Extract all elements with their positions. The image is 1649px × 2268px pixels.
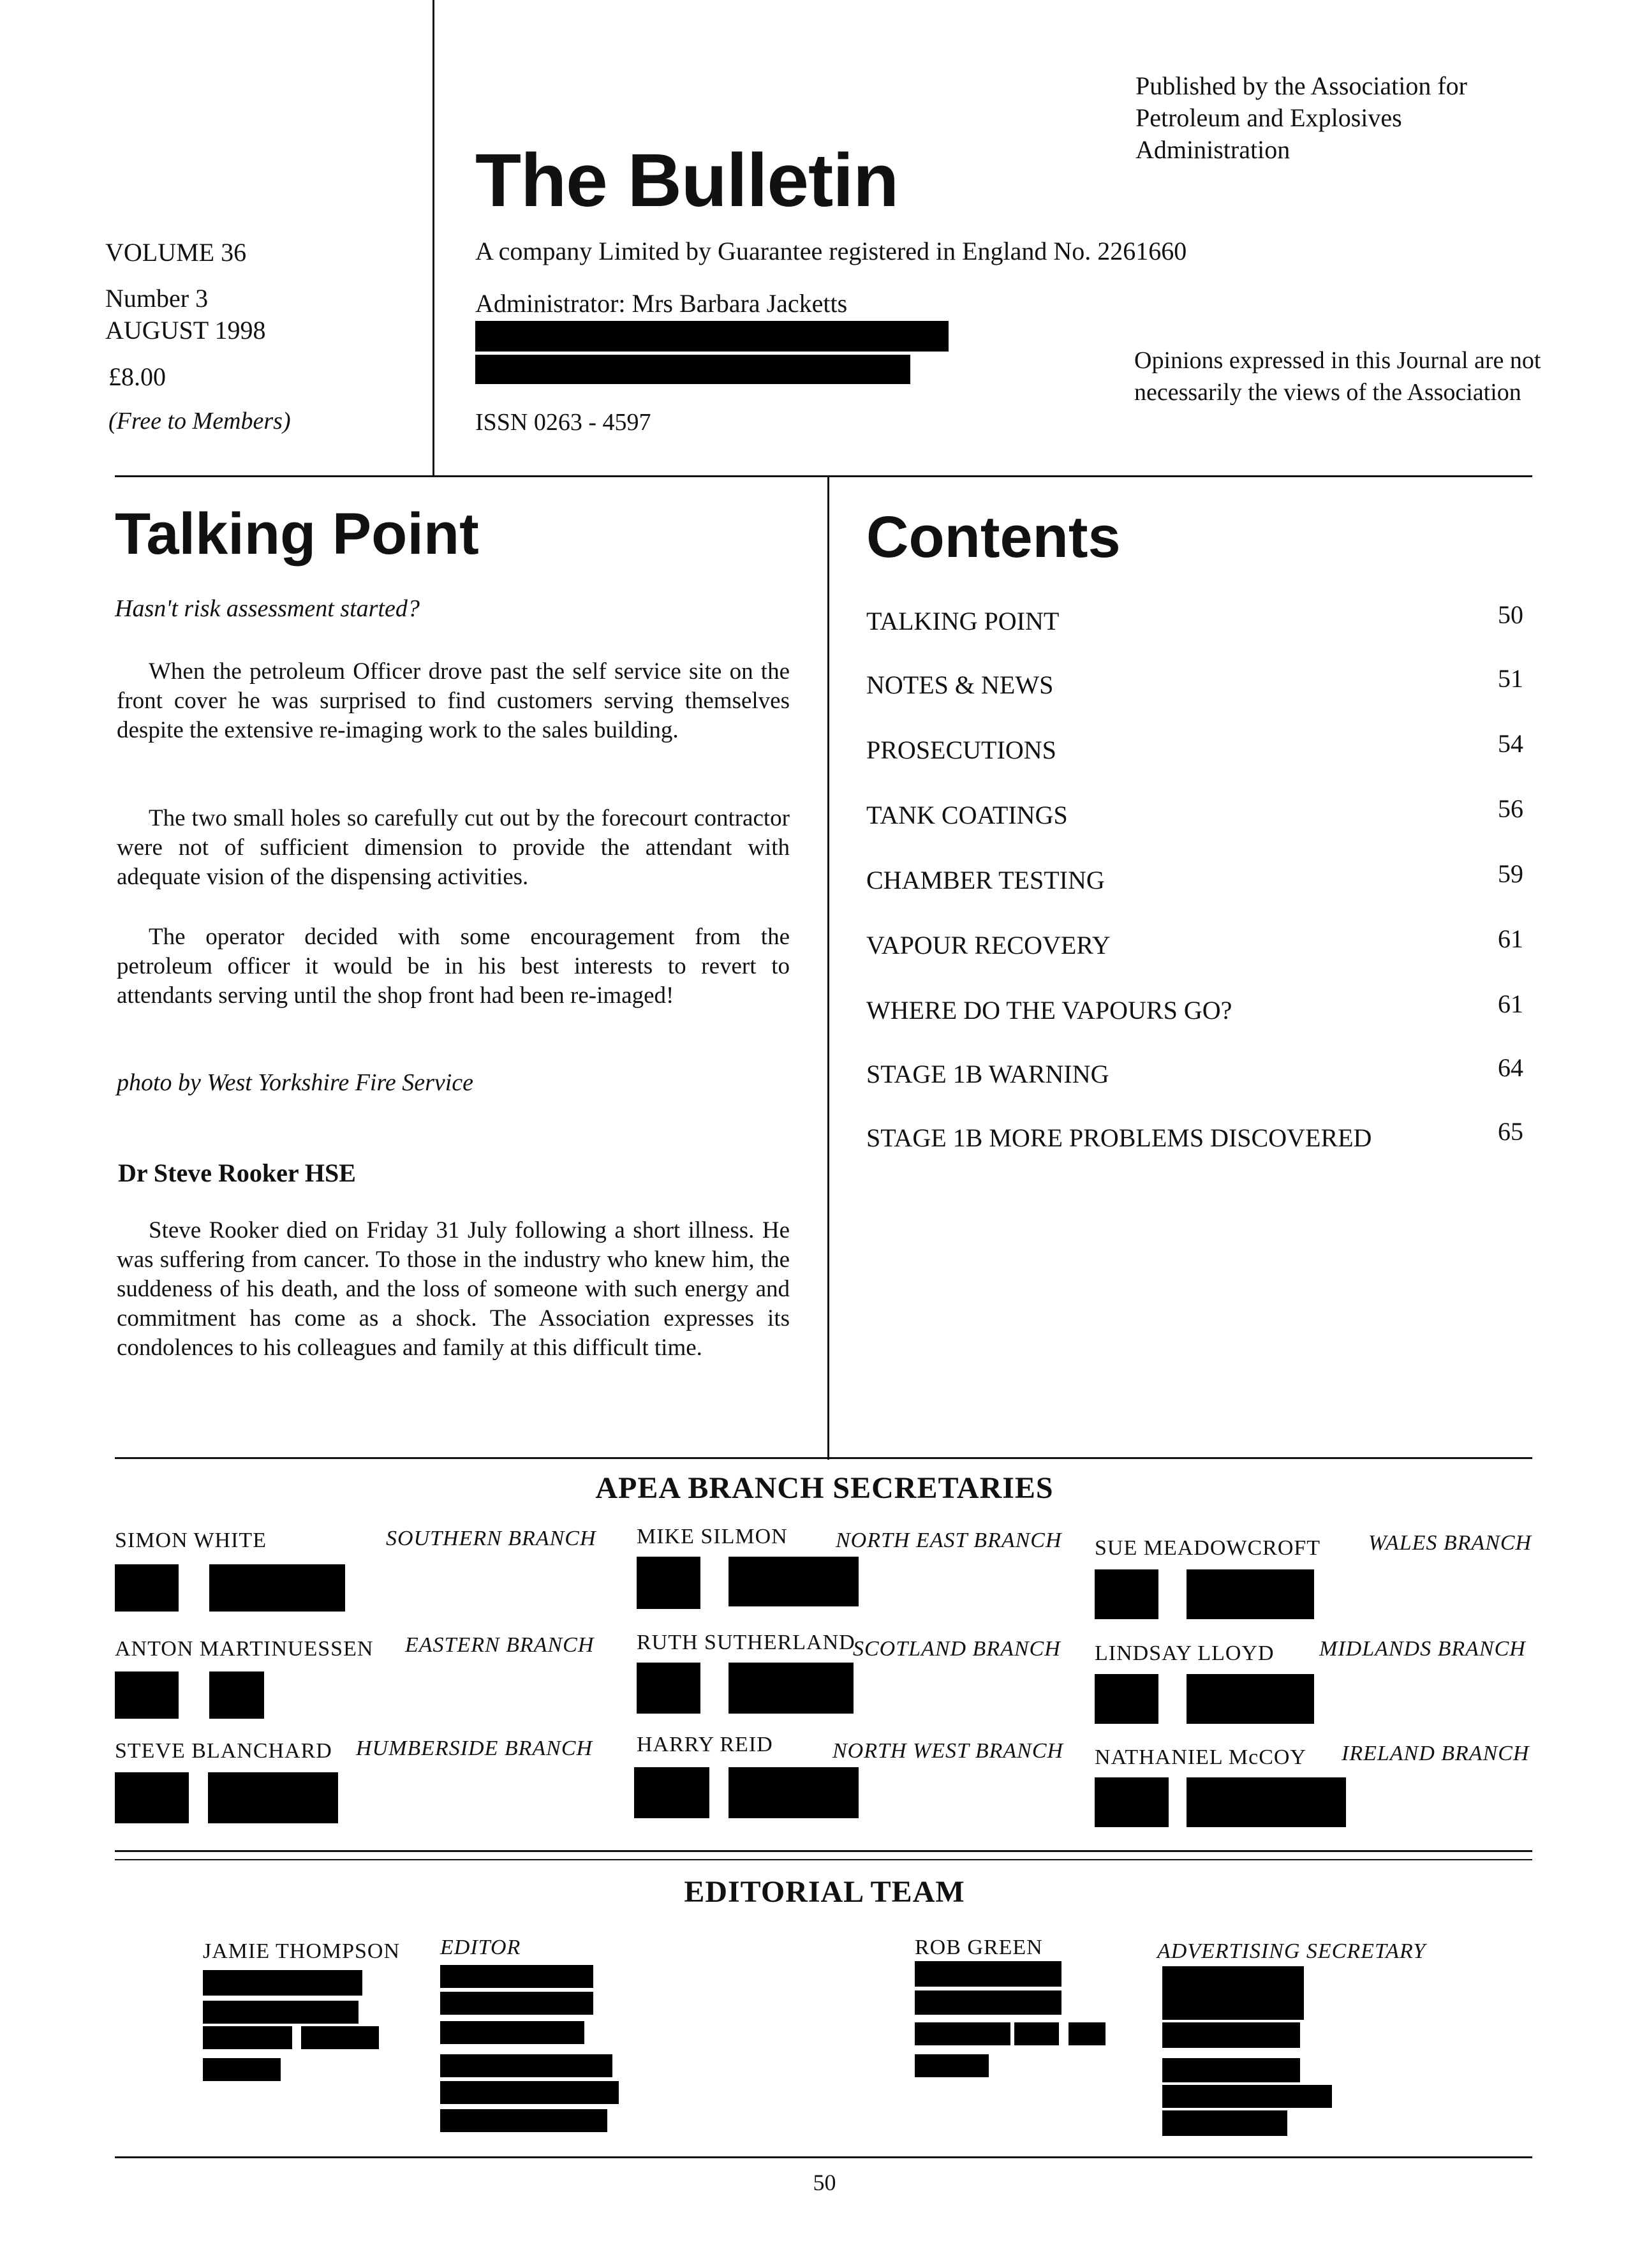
masthead-rule [115, 475, 1532, 477]
editorial-heading: EDITORIAL TEAM [684, 1875, 965, 1909]
redacted-contact [634, 1767, 709, 1818]
bottom-rule [115, 2156, 1532, 2158]
redacted-contact [440, 1992, 593, 2015]
editorial-rule-top [115, 1850, 1532, 1852]
redacted-contact [1162, 2022, 1300, 2048]
redacted-contact [1187, 1674, 1314, 1724]
redacted-contact [115, 1671, 179, 1719]
advertising-secretary-name: ROB GREEN [915, 1936, 1043, 1959]
price: £8.00 [108, 362, 166, 391]
bulletin-title: The Bulletin [475, 138, 899, 223]
editor-name: JAMIE THOMPSON [203, 1939, 401, 1963]
contents-item-title: WHERE DO THE VAPOURS GO? [866, 996, 1232, 1025]
issn: ISSN 0263 - 4597 [475, 409, 651, 436]
issue-number: Number 3 [105, 284, 209, 313]
contents-item-page: 64 [1498, 1053, 1523, 1082]
talking-point-paragraph: The operator decided with some encouragement from the petroleum officer it would be in his best interests to revert to attendants serving until the shop front had been re-imaged! [117, 924, 790, 1009]
redacted-contact [637, 1557, 700, 1609]
redacted-contact [203, 2026, 292, 2049]
editorial-rule-top-2 [115, 1859, 1532, 1860]
obituary-heading: Dr Steve Rooker HSE [118, 1159, 356, 1187]
contents-item-title: TALKING POINT [866, 607, 1060, 635]
redacted-contact [209, 1671, 264, 1719]
redacted-contact [115, 1772, 189, 1823]
talking-point-paragraph: When the petroleum Officer drove past the self service site on the front cover he was surprised to find customers serving themselves despite the extensive re-imaging work to the sales building. [117, 658, 790, 743]
redacted-contact [203, 1970, 362, 1996]
volume: VOLUME 36 [105, 238, 247, 267]
secretary-branch: SOUTHERN BRANCH [386, 1527, 596, 1550]
free-to-members: (Free to Members) [108, 408, 291, 434]
contents-heading: Contents [866, 505, 1121, 570]
publisher-note: Published by the Association for Petroleum and Explosives Administration [1135, 71, 1467, 164]
issue-number-and-date [105, 283, 266, 346]
redacted-contact [728, 1557, 859, 1606]
redacted-contact [637, 1663, 700, 1714]
contents-item-page: 61 [1498, 989, 1523, 1018]
column-divider [827, 477, 829, 1460]
redacted-contact [208, 1772, 338, 1823]
redacted-contact [1095, 1777, 1169, 1827]
secretary-branch: HUMBERSIDE BRANCH [356, 1737, 593, 1760]
contents-item-page: 65 [1498, 1117, 1523, 1146]
redacted-contact [1187, 1777, 1346, 1827]
secretary-name: LINDSAY LLOYD [1095, 1642, 1275, 1665]
redacted-contact [915, 1990, 1061, 2015]
contents-item-title: PROSECUTIONS [866, 736, 1056, 764]
secretary-branch: SCOTLAND BRANCH [853, 1637, 1061, 1661]
secretary-branch: IRELAND BRANCH [1342, 1742, 1530, 1765]
editor-role: EDITOR [440, 1936, 521, 1959]
redacted-contact [1162, 2085, 1332, 2108]
obituary-text: Steve Rooker died on Friday 31 July following a short illness. He was suffering from cancer. To those in the industry who knew him, the suddeness of his death, and the loss of someone with such energy and commitment has come as a shock. The Association expresses its condolences to his colleagues and family at this difficult time. [117, 1217, 790, 1361]
talking-point-subtitle: Hasn't risk assessment started? [115, 595, 420, 622]
company-registration: A company Limited by Guarantee registered in England No. 2261660 [475, 237, 1187, 265]
redacted-contact [440, 2054, 612, 2077]
secretary-name: SIMON WHITE [115, 1529, 267, 1552]
redacted-contact [301, 2026, 379, 2049]
contents-item-title: STAGE 1B WARNING [866, 1060, 1109, 1088]
contents-item-title: CHAMBER TESTING [866, 866, 1105, 894]
opinion-disclaimer: Opinions expressed in this Journal are not necessarily the views of the Association [1134, 347, 1541, 406]
secretaries-heading: APEA BRANCH SECRETARIES [595, 1471, 1054, 1505]
redacted-contact [1187, 1569, 1314, 1619]
redacted-contact [728, 1767, 859, 1818]
secretary-branch: WALES BRANCH [1368, 1531, 1532, 1555]
secretary-name: SUE MEADOWCROFT [1095, 1536, 1321, 1560]
redacted-contact [728, 1663, 854, 1714]
redacted-contact [440, 2021, 584, 2044]
redacted-contact [915, 2054, 989, 2077]
contents-item-title: TANK COATINGS [866, 801, 1068, 829]
contents-item-title: VAPOUR RECOVERY [866, 931, 1111, 960]
talking-point-paragraph: The two small holes so carefully cut out by the forecourt contractor were not of sufficient dimension to provide the attendant with adequate vision of the dispensing activities. [117, 805, 790, 890]
secretary-name: RUTH SUTHERLAND [637, 1631, 855, 1654]
redacted-contact [440, 2081, 619, 2104]
secretary-branch: NORTH WEST BRANCH [832, 1739, 1064, 1763]
secretary-name: ANTON MARTINUESSEN [115, 1637, 374, 1661]
redacted-address-line-2 [475, 355, 910, 384]
issue-date: AUGUST 1998 [105, 316, 266, 345]
redacted-contact [1069, 2022, 1105, 2045]
contents-item-page: 56 [1498, 794, 1523, 823]
redacted-contact [203, 2001, 359, 2024]
redacted-contact [115, 1564, 179, 1612]
secretary-name: MIKE SILMON [637, 1525, 788, 1548]
contents-item-page: 51 [1498, 664, 1523, 693]
redacted-contact [1095, 1674, 1158, 1724]
secretaries-rule [115, 1457, 1532, 1459]
redacted-contact [1162, 2058, 1300, 2082]
redacted-contact [209, 1564, 345, 1612]
redacted-contact [1162, 1966, 1304, 2020]
redacted-contact [1162, 2110, 1287, 2136]
secretary-name: STEVE BLANCHARD [115, 1739, 332, 1763]
secretary-branch: EASTERN BRANCH [405, 1633, 595, 1657]
contents-item-page: 59 [1498, 859, 1523, 888]
contents-item-title: STAGE 1B MORE PROBLEMS DISCOVERED [866, 1123, 1372, 1152]
page-number: 50 [813, 2170, 836, 2195]
masthead-divider [433, 0, 434, 475]
contents-item-title: NOTES & NEWS [866, 671, 1054, 699]
contents-item-page: 54 [1498, 729, 1523, 758]
administrator: Administrator: Mrs Barbara Jacketts [475, 289, 848, 318]
redacted-contact [915, 1961, 1061, 1987]
photo-credit: photo by West Yorkshire Fire Service [117, 1069, 474, 1096]
contents-item-page: 50 [1498, 600, 1523, 629]
contents-item-page: 61 [1498, 924, 1523, 953]
redacted-contact [1014, 2022, 1059, 2045]
secretary-name: HARRY REID [637, 1733, 773, 1756]
talking-point-heading: Talking Point [115, 501, 479, 567]
redacted-contact [915, 2022, 1010, 2045]
secretary-name: NATHANIEL McCOY [1095, 1745, 1306, 1769]
redacted-contact [440, 1965, 593, 1988]
advertising-secretary-role: ADVERTISING SECRETARY [1157, 1939, 1426, 1963]
redacted-contact [203, 2058, 281, 2081]
redacted-contact [440, 2109, 607, 2132]
redacted-address-line-1 [475, 321, 949, 352]
secretary-branch: NORTH EAST BRANCH [836, 1529, 1062, 1552]
secretary-branch: MIDLANDS BRANCH [1319, 1637, 1526, 1661]
redacted-contact [1095, 1569, 1158, 1619]
